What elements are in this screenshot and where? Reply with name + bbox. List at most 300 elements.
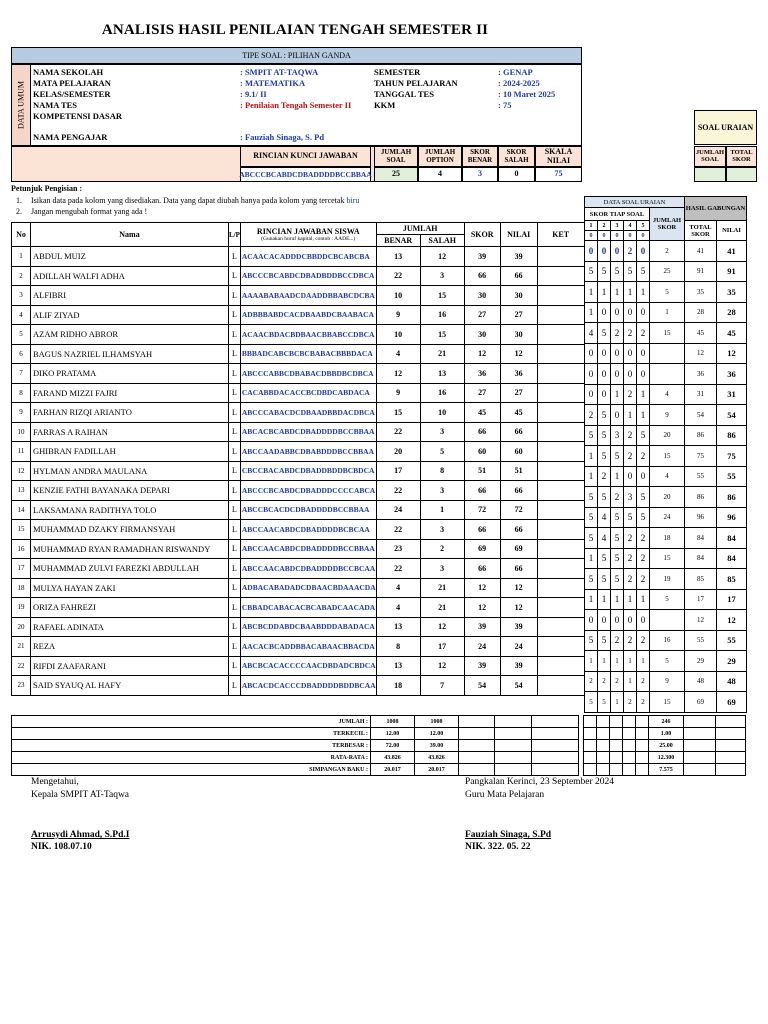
student-name: KENZIE FATHI BAYANAKA DEPARI xyxy=(31,481,229,501)
uraian-row xyxy=(585,528,747,549)
summary-empty xyxy=(459,764,495,776)
uraian-score-cell[interactable]: 0 xyxy=(637,302,650,323)
jumlah-option-value[interactable]: 4 xyxy=(418,167,462,182)
uraian-score-cell[interactable]: 5 xyxy=(637,487,650,508)
student-skor: 39 xyxy=(464,617,500,637)
summary-benar: 1008 xyxy=(371,716,415,728)
uraian-score-cell[interactable]: 2 xyxy=(637,569,650,590)
uraian-score-cell[interactable]: 0 xyxy=(624,302,637,323)
uraian-max-score[interactable]: 0 xyxy=(624,231,637,241)
summary-empty xyxy=(597,716,610,728)
student-name: AZAM RIDHO ABROR xyxy=(31,325,229,345)
student-name: MUHAMMAD ZULVI FAREZKI ABDULLAH xyxy=(31,559,229,579)
summary-nilai: 20.017 xyxy=(415,764,459,776)
gabungan-total-skor: 86 xyxy=(685,425,717,446)
student-answers[interactable]: ABCBCACACCCCAACDBDADCBDCA xyxy=(240,656,376,676)
student-lp[interactable]: L xyxy=(229,637,241,657)
nama-sekolah-value[interactable]: : SMPIT AT-TAQWA xyxy=(240,67,319,77)
student-no: 3 xyxy=(12,286,31,306)
student-answers[interactable]: ABCCCBCABDCDBADDDCCCCABCA xyxy=(240,481,376,501)
uraian-score-cell[interactable]: 5 xyxy=(598,569,611,590)
uraian-score-cell[interactable]: 0 xyxy=(611,241,624,262)
uraian-score-cell[interactable]: 1 xyxy=(611,692,624,713)
table-row xyxy=(12,325,585,345)
student-answers[interactable]: ABCCAACABDCDBADDDDBCCBCAA xyxy=(240,559,376,579)
student-answers[interactable]: ABCCCABACDCDBAADBBDACDBCA xyxy=(240,403,376,423)
uraian-score-cell[interactable]: 0 xyxy=(585,241,598,262)
nama-sekolah-label: NAMA SEKOLAH xyxy=(33,67,104,77)
uraian-score-cell[interactable]: 1 xyxy=(637,282,650,303)
summary-empty xyxy=(716,728,746,740)
uraian-score-cell[interactable]: 2 xyxy=(624,446,637,467)
student-ket xyxy=(537,305,584,325)
student-answers[interactable]: CBBADCABACACBCABADCAACADA xyxy=(240,598,376,618)
uraian-score-cell[interactable]: 5 xyxy=(598,446,611,467)
uraian-score-cell[interactable]: 1 xyxy=(624,589,637,610)
uraian-score-cell[interactable]: 0 xyxy=(611,302,624,323)
summary-empty xyxy=(636,752,649,764)
gabungan-nilai: 36 xyxy=(717,364,747,385)
student-answers[interactable]: ABCCAADABBCDBABDDDBCCBBAA xyxy=(240,442,376,462)
student-answers[interactable]: ABCCCBCABDCDBADBDDBCCDBCA xyxy=(240,266,376,286)
semester-value[interactable]: : GENAP xyxy=(498,67,533,77)
uraian-score-cell[interactable]: 5 xyxy=(637,507,650,528)
uraian-max-score[interactable]: 0 xyxy=(637,231,650,241)
uraian-score-cell[interactable]: 5 xyxy=(611,446,624,467)
student-answers[interactable]: ADBBBABDCACDBAABDCBAABACA xyxy=(240,305,376,325)
semester-label: SEMESTER xyxy=(374,67,421,77)
summary-empty xyxy=(584,740,597,752)
nama-tes-label: NAMA TES xyxy=(33,100,78,110)
uraian-score-cell[interactable]: 2 xyxy=(637,630,650,651)
uraian-score-cell[interactable]: 2 xyxy=(611,671,624,692)
uraian-score-cell[interactable]: 2 xyxy=(624,384,637,405)
uraian-row xyxy=(585,343,747,364)
uraian-score-cell[interactable]: 0 xyxy=(598,384,611,405)
uraian-score-cell[interactable]: 2 xyxy=(637,671,650,692)
kkm-value[interactable]: : 75 xyxy=(498,100,512,110)
uraian-score-cell[interactable]: 0 xyxy=(585,610,598,631)
summary-label: RATA-RATA : xyxy=(12,752,371,764)
uraian-score-cell[interactable]: 5 xyxy=(598,323,611,344)
mapel-value[interactable]: : MATEMATIKA xyxy=(240,78,306,88)
uraian-score-cell[interactable]: 2 xyxy=(637,692,650,713)
summary-empty xyxy=(584,752,597,764)
summary-empty xyxy=(459,716,495,728)
student-benar: 10 xyxy=(376,286,420,306)
uraian-score-cell[interactable]: 5 xyxy=(585,528,598,549)
student-lp[interactable]: L xyxy=(229,364,241,384)
uraian-score-cell[interactable]: 5 xyxy=(624,507,637,528)
summary-empty xyxy=(716,752,746,764)
summary-empty xyxy=(610,764,623,776)
h-skor-benar: SKOR BENAR xyxy=(462,146,498,167)
student-name: LAKSAMANA RADITHYA TOLO xyxy=(31,500,229,520)
student-ket xyxy=(537,520,584,540)
uraian-score-cell[interactable]: 5 xyxy=(585,692,598,713)
student-lp[interactable]: L xyxy=(229,325,241,345)
uraian-score-cell[interactable]: 1 xyxy=(611,589,624,610)
uraian-score-cell[interactable]: 0 xyxy=(611,405,624,426)
student-answers[interactable]: BBBADCABCBCBCBABACBBBDACA xyxy=(240,344,376,364)
student-name: MULYA HAYAN ZAKI xyxy=(31,578,229,598)
uraian-score-cell[interactable]: 1 xyxy=(585,589,598,610)
student-lp[interactable]: L xyxy=(229,422,241,442)
table-row xyxy=(12,442,585,462)
summary-empty xyxy=(716,764,746,776)
uraian-row xyxy=(585,569,747,590)
uraian-score-cell[interactable]: 4 xyxy=(585,323,598,344)
summary-empty xyxy=(716,740,746,752)
gabungan-total-skor-header: TOTAL SKOR xyxy=(685,221,717,241)
uraian-score-cell[interactable]: 0 xyxy=(637,364,650,385)
uraian-score-cell[interactable]: 1 xyxy=(611,282,624,303)
uraian-score-cell[interactable]: 1 xyxy=(611,384,624,405)
student-name: REZA xyxy=(31,637,229,657)
student-lp[interactable]: L xyxy=(229,266,241,286)
uraian-score-cell[interactable]: 1 xyxy=(624,651,637,672)
uraian-row xyxy=(585,589,747,610)
uraian-score-cell[interactable]: 1 xyxy=(585,446,598,467)
soal-uraian-header: SOAL URAIAN xyxy=(694,110,757,145)
uraian-score-cell[interactable]: 0 xyxy=(624,364,637,385)
uraian-score-cell[interactable]: 1 xyxy=(637,651,650,672)
uraian-score-cell[interactable]: 2 xyxy=(624,528,637,549)
uraian-row xyxy=(585,323,747,344)
student-ket xyxy=(537,578,584,598)
student-no: 19 xyxy=(12,598,31,618)
uraian-score-cell[interactable]: 0 xyxy=(637,610,650,631)
student-answers[interactable]: ABCACBCABDCDBADDDDBCCBBAA xyxy=(240,422,376,442)
uraian-row xyxy=(585,425,747,446)
uraian-score-cell[interactable]: 5 xyxy=(611,569,624,590)
uraian-score-cell[interactable]: 1 xyxy=(585,548,598,569)
student-answers[interactable]: ABCCCABBCDBABACDBBDBCDBCA xyxy=(240,364,376,384)
student-benar: 4 xyxy=(376,344,420,364)
student-lp[interactable]: L xyxy=(229,461,241,481)
uraian-score-cell[interactable]: 5 xyxy=(598,425,611,446)
student-answers[interactable]: ADBACABADADCDBAACBDAAACDA xyxy=(240,578,376,598)
student-lp[interactable]: L xyxy=(229,598,241,618)
gabungan-total-skor: 86 xyxy=(685,487,717,508)
uraian-score-cell[interactable]: 5 xyxy=(598,548,611,569)
uraian-jumlah-skor: 5 xyxy=(650,589,685,610)
table-row xyxy=(12,539,585,559)
student-name: ALIF ZIYAD xyxy=(31,305,229,325)
uraian-jumlah-skor: 15 xyxy=(650,446,685,467)
uraian-row xyxy=(585,261,747,282)
student-skor: 27 xyxy=(464,305,500,325)
summary-empty xyxy=(459,740,495,752)
uraian-score-cell[interactable]: 1 xyxy=(585,282,598,303)
gabungan-nilai: 69 xyxy=(717,692,747,713)
uraian-score-cell[interactable]: 0 xyxy=(637,343,650,364)
uraian-score-cell[interactable]: 0 xyxy=(598,302,611,323)
summary-row xyxy=(12,740,746,752)
gabungan-nilai: 84 xyxy=(717,528,747,549)
col-rincian: RINCIAN JAWABAN SISWA (Gunakan huruf kapital, contoh : AADE...) xyxy=(240,223,376,247)
skor-benar-value[interactable]: 3 xyxy=(462,167,498,182)
student-answers[interactable]: ABCBCDDABDCBAABDDDABADACA xyxy=(240,617,376,637)
student-nilai: 24 xyxy=(500,637,537,657)
table-row xyxy=(12,364,585,384)
uraian-score-cell[interactable]: 5 xyxy=(611,548,624,569)
student-lp[interactable]: L xyxy=(229,656,241,676)
table-row xyxy=(12,637,585,657)
uraian-score-cell[interactable]: 2 xyxy=(624,425,637,446)
student-salah: 15 xyxy=(420,325,464,345)
student-ket xyxy=(537,344,584,364)
uraian-score-cell[interactable]: 2 xyxy=(611,630,624,651)
summary-uraian: 25.00 xyxy=(649,740,684,752)
uraian-row xyxy=(585,548,747,569)
student-no: 13 xyxy=(12,481,31,501)
student-answers[interactable]: AAAABABAADCDAADDBBABCDCBA xyxy=(240,286,376,306)
uraian-score-cell[interactable]: 5 xyxy=(585,569,598,590)
gabungan-nilai: 91 xyxy=(717,261,747,282)
uraian-score-cell[interactable]: 1 xyxy=(598,651,611,672)
student-lp[interactable]: L xyxy=(229,344,241,364)
gabungan-total-skor: 55 xyxy=(685,630,717,651)
uraian-score-cell[interactable]: 2 xyxy=(585,405,598,426)
uraian-max-score[interactable]: 0 xyxy=(585,231,598,241)
uraian-table xyxy=(584,196,747,713)
uraian-total-skor-value[interactable] xyxy=(726,167,757,182)
student-no: 11 xyxy=(12,442,31,462)
uraian-row xyxy=(585,282,747,303)
student-answers[interactable]: ABCCAACABDCDBADDDDBCBCAA xyxy=(240,520,376,540)
summary-row xyxy=(12,752,746,764)
uraian-score-cell[interactable]: 1 xyxy=(637,405,650,426)
student-name: ALFIBRI xyxy=(31,286,229,306)
uraian-score-cell[interactable]: 5 xyxy=(585,630,598,651)
uraian-score-cell[interactable]: 0 xyxy=(611,343,624,364)
uraian-score-cell[interactable]: 1 xyxy=(585,466,598,487)
gabungan-nilai: 29 xyxy=(717,651,747,672)
uraian-score-cell[interactable]: 2 xyxy=(611,323,624,344)
uraian-jumlah-skor xyxy=(650,610,685,631)
student-nilai: 45 xyxy=(500,403,537,423)
student-answers[interactable]: AACACBCADDBBACABAACBBACDA xyxy=(240,637,376,657)
uraian-score-cell[interactable]: 5 xyxy=(624,261,637,282)
gabungan-nilai: 75 xyxy=(717,446,747,467)
student-benar: 23 xyxy=(376,539,420,559)
col-jumlah: JUMLAH xyxy=(376,223,464,235)
uraian-score-cell[interactable]: 0 xyxy=(598,610,611,631)
uraian-score-cell[interactable]: 0 xyxy=(611,610,624,631)
student-lp[interactable]: L xyxy=(229,247,241,267)
summary-empty xyxy=(716,716,746,728)
student-ket xyxy=(537,383,584,403)
uraian-score-cell[interactable]: 1 xyxy=(585,651,598,672)
table-row xyxy=(12,481,585,501)
student-salah: 21 xyxy=(420,598,464,618)
student-ket xyxy=(537,364,584,384)
uraian-max-score[interactable]: 0 xyxy=(611,231,624,241)
student-answers[interactable]: ACAACACADDDCBBDDCBCABCBA xyxy=(240,247,376,267)
student-ket xyxy=(537,422,584,442)
student-nilai: 66 xyxy=(500,422,537,442)
uraian-score-cell[interactable]: 3 xyxy=(611,425,624,446)
uraian-score-cell[interactable]: 1 xyxy=(624,405,637,426)
student-ket xyxy=(537,617,584,637)
gabungan-nilai: 55 xyxy=(717,466,747,487)
uraian-score-cell[interactable]: 0 xyxy=(598,343,611,364)
gabungan-total-skor: 85 xyxy=(685,569,717,590)
h-skor-salah: SKOR SALAH xyxy=(498,146,535,167)
student-lp[interactable]: L xyxy=(229,481,241,501)
student-name: RIFDI ZAAFARANI xyxy=(31,656,229,676)
uraian-score-cell[interactable]: 0 xyxy=(637,241,650,262)
side-label: DATA UMUM xyxy=(11,64,31,146)
student-skor: 51 xyxy=(464,461,500,481)
kunci-key[interactable]: ABCCCBCABDCDBADDDDBCCBBAA xyxy=(240,167,371,182)
uraian-score-cell[interactable]: 1 xyxy=(637,589,650,610)
uraian-max-score[interactable]: 0 xyxy=(598,231,611,241)
uraian-score-cell[interactable]: 2 xyxy=(624,323,637,344)
student-name: MUHAMMAD RYAN RAMADHAN RISWANDY xyxy=(31,539,229,559)
summary-empty xyxy=(610,752,623,764)
uraian-score-cell[interactable]: 2 xyxy=(637,528,650,549)
summary-empty xyxy=(684,752,716,764)
gabungan-total-skor: 91 xyxy=(685,261,717,282)
uraian-score-cell[interactable]: 5 xyxy=(637,261,650,282)
uraian-score-cell[interactable]: 2 xyxy=(598,671,611,692)
skala-nilai-value[interactable]: 75 xyxy=(535,167,582,182)
student-answers[interactable]: ACAACBDACBDBAACBBABCCDBCA xyxy=(240,325,376,345)
uraian-row xyxy=(585,487,747,508)
student-answers[interactable]: ABCCBCACDCDBADDDDBCCBBAA xyxy=(240,500,376,520)
uraian-score-cell[interactable]: 2 xyxy=(637,446,650,467)
uraian-score-cell[interactable]: 1 xyxy=(624,671,637,692)
student-lp[interactable]: L xyxy=(229,403,241,423)
uraian-score-cell[interactable]: 1 xyxy=(611,466,624,487)
uraian-score-cell[interactable]: 5 xyxy=(598,261,611,282)
uraian-score-cell[interactable]: 0 xyxy=(637,466,650,487)
uraian-score-cell[interactable]: 5 xyxy=(611,261,624,282)
uraian-score-cell[interactable]: 0 xyxy=(624,610,637,631)
uraian-jumlah-soal-value[interactable] xyxy=(694,167,726,182)
student-lp[interactable]: L xyxy=(229,305,241,325)
uraian-score-cell[interactable]: 0 xyxy=(624,466,637,487)
student-lp[interactable]: L xyxy=(229,520,241,540)
uraian-jumlah-skor: 2 xyxy=(650,241,685,262)
student-lp[interactable]: L xyxy=(229,539,241,559)
student-answers[interactable]: CACABBDACACCBCDBDCABDACA xyxy=(240,383,376,403)
uraian-score-cell[interactable]: 0 xyxy=(585,364,598,385)
student-lp[interactable]: L xyxy=(229,383,241,403)
uraian-score-cell[interactable]: 1 xyxy=(598,589,611,610)
uraian-score-cell[interactable]: 5 xyxy=(585,487,598,508)
uraian-score-cell[interactable]: 5 xyxy=(585,507,598,528)
uraian-score-cell[interactable]: 2 xyxy=(624,241,637,262)
uraian-row xyxy=(585,384,747,405)
uraian-score-cell[interactable]: 2 xyxy=(585,671,598,692)
student-salah: 10 xyxy=(420,403,464,423)
uraian-score-cell[interactable]: 5 xyxy=(611,528,624,549)
uraian-score-cell[interactable]: 1 xyxy=(585,302,598,323)
student-lp[interactable]: L xyxy=(229,559,241,579)
uraian-score-cell[interactable]: 1 xyxy=(624,282,637,303)
uraian-score-cell[interactable]: 2 xyxy=(637,548,650,569)
uraian-score-cell[interactable]: 2 xyxy=(611,487,624,508)
student-lp[interactable]: L xyxy=(229,617,241,637)
uraian-score-cell[interactable]: 2 xyxy=(598,466,611,487)
kelas-value[interactable]: : 9.1/ II xyxy=(240,89,267,99)
uraian-jumlah-skor: 25 xyxy=(650,261,685,282)
student-lp[interactable]: L xyxy=(229,578,241,598)
student-skor: 24 xyxy=(464,637,500,657)
uraian-score-cell[interactable]: 5 xyxy=(585,261,598,282)
uraian-score-cell[interactable]: 4 xyxy=(598,507,611,528)
uraian-score-cell[interactable]: 1 xyxy=(637,384,650,405)
uraian-score-cell[interactable]: 5 xyxy=(598,405,611,426)
nama-tes-value[interactable]: : Penilaian Tengah Semester II xyxy=(240,100,352,110)
student-benar: 12 xyxy=(376,364,420,384)
uraian-score-cell[interactable]: 5 xyxy=(611,507,624,528)
uraian-score-cell[interactable]: 5 xyxy=(637,425,650,446)
uraian-score-cell[interactable]: 0 xyxy=(598,241,611,262)
summary-empty xyxy=(623,716,636,728)
summary-nilai: 39.00 xyxy=(415,740,459,752)
tahun-value[interactable]: : 2024-2025 xyxy=(498,78,540,88)
uraian-score-cell[interactable]: 2 xyxy=(624,692,637,713)
uraian-score-cell[interactable]: 0 xyxy=(598,364,611,385)
uraian-col-header: 3 xyxy=(611,221,624,231)
student-lp[interactable]: L xyxy=(229,286,241,306)
uraian-score-cell[interactable]: 5 xyxy=(598,487,611,508)
gabungan-nilai: 96 xyxy=(717,507,747,528)
hasil-gabungan-header: HASIL GABUNGAN xyxy=(685,197,747,221)
summary-empty xyxy=(597,740,610,752)
student-salah: 15 xyxy=(420,286,464,306)
tanggal-value[interactable]: : 10 Maret 2025 xyxy=(498,89,556,99)
pengajar-value[interactable]: : Fauziah Sinaga, S. Pd xyxy=(240,132,325,142)
summary-benar: 20.017 xyxy=(371,764,415,776)
uraian-score-cell[interactable]: 0 xyxy=(585,384,598,405)
gabungan-total-skor: 17 xyxy=(685,589,717,610)
uraian-score-cell[interactable]: 3 xyxy=(624,487,637,508)
student-answers[interactable]: ABCCAACABDCDBADDDDBCCBBAA xyxy=(240,539,376,559)
skor-salah-value[interactable]: 0 xyxy=(498,167,535,182)
uraian-score-cell[interactable]: 5 xyxy=(585,425,598,446)
student-lp[interactable]: L xyxy=(229,442,241,462)
jumlah-soal-value[interactable]: 25 xyxy=(374,167,418,182)
student-answers[interactable]: ABCACDCACCCDBADDDDBDDBCAA xyxy=(240,676,376,696)
student-skor: 66 xyxy=(464,266,500,286)
student-salah: 12 xyxy=(420,617,464,637)
uraian-score-cell[interactable]: 4 xyxy=(598,528,611,549)
student-skor: 60 xyxy=(464,442,500,462)
student-answers[interactable]: CBCCBACABDCDBADDBDDBCBDCA xyxy=(240,461,376,481)
student-salah: 3 xyxy=(420,266,464,286)
uraian-score-cell[interactable]: 5 xyxy=(598,630,611,651)
uraian-score-cell[interactable]: 0 xyxy=(611,364,624,385)
petunjuk-title: Petunjuk Pengisian : xyxy=(11,184,83,193)
uraian-score-cell[interactable]: 0 xyxy=(585,343,598,364)
uraian-score-cell[interactable]: 2 xyxy=(624,548,637,569)
student-lp[interactable]: L xyxy=(229,500,241,520)
uraian-score-cell[interactable]: 2 xyxy=(624,630,637,651)
uraian-score-cell[interactable]: 2 xyxy=(624,569,637,590)
uraian-score-cell[interactable]: 2 xyxy=(637,323,650,344)
uraian-score-cell[interactable]: 5 xyxy=(598,692,611,713)
uraian-score-cell[interactable]: 0 xyxy=(624,343,637,364)
student-lp[interactable]: L xyxy=(229,676,241,696)
uraian-score-cell[interactable]: 1 xyxy=(611,651,624,672)
uraian-score-cell[interactable]: 1 xyxy=(598,282,611,303)
student-no: 17 xyxy=(12,559,31,579)
